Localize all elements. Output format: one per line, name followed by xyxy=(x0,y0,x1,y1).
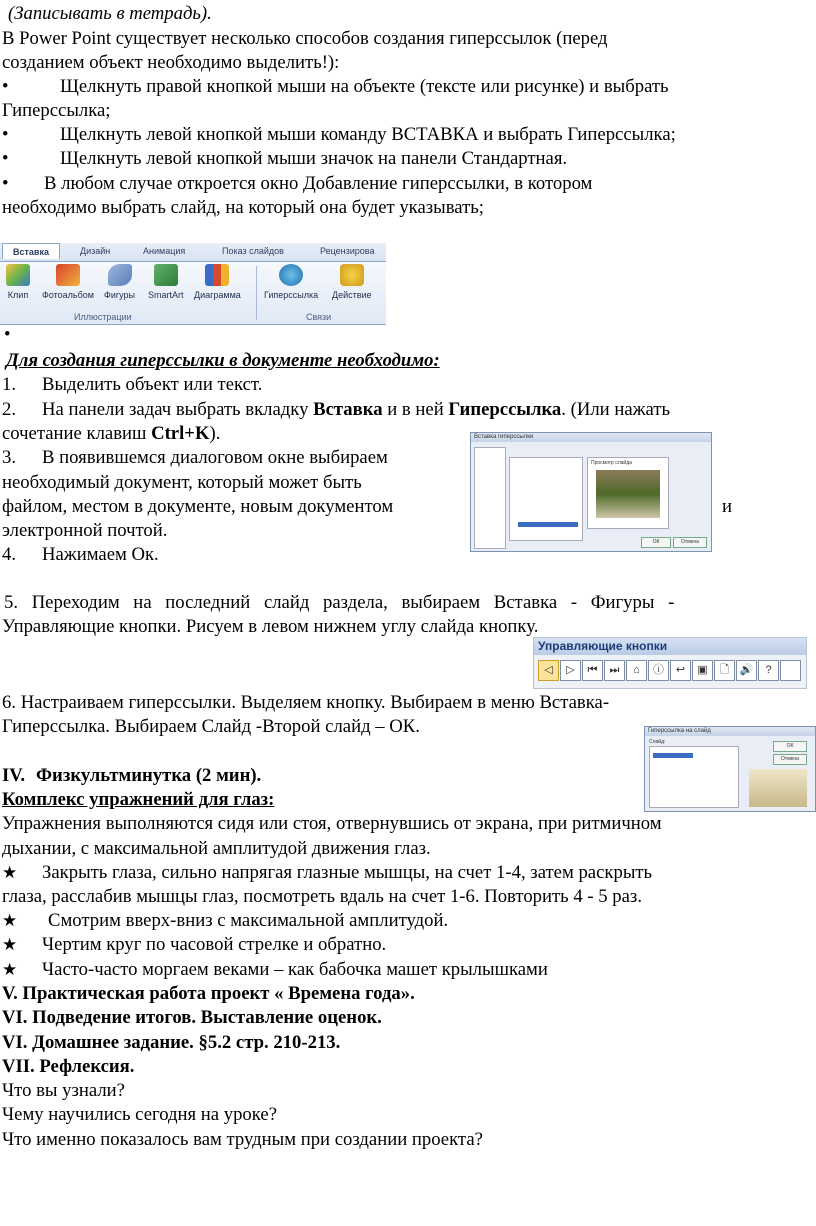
first-slide-icon[interactable]: ⏮ xyxy=(582,660,603,681)
selected-slide xyxy=(653,753,693,758)
step-3: 3. В появившемся диалоговом окне выбираем xyxy=(2,447,388,468)
section-7-heading: VII. Рефлексия. xyxy=(2,1056,135,1077)
bullet: • xyxy=(2,124,9,145)
step-3-cont: файлом, местом в документе, новым документом xyxy=(2,496,394,517)
ok-button[interactable]: ОК xyxy=(641,537,671,548)
sound-icon[interactable]: 🔊 xyxy=(736,660,757,681)
ok-button[interactable]: ОК xyxy=(773,741,807,752)
action-buttons-panel xyxy=(533,637,807,689)
bullet: • xyxy=(2,76,9,97)
list-item-cont: необходимо выбрать слайд, на который она будет указывать; xyxy=(2,197,484,218)
exercise-item: ★ Часто-часто моргаем веками – как бабочка машет крылышками xyxy=(2,959,548,980)
clip-button[interactable]: Клип xyxy=(6,264,30,300)
slide-list xyxy=(649,746,739,808)
step-1: 1. Выделить объект или текст. xyxy=(2,374,263,395)
list-item-cont: Гиперссылка; xyxy=(2,100,111,121)
smartart-button[interactable]: SmartArt xyxy=(148,264,184,300)
group-links: Связи xyxy=(306,312,332,322)
shapes-icon xyxy=(108,264,132,286)
eye-exercises-heading: Комплекс упражнений для глаз: xyxy=(2,789,275,810)
dialog-title: Гиперссылка на слайд xyxy=(645,727,815,736)
photo-album-icon xyxy=(56,264,80,286)
info-icon[interactable]: ⓘ xyxy=(648,660,669,681)
forward-nav-icon[interactable]: ▷ xyxy=(560,660,581,681)
clipart-icon xyxy=(6,264,30,286)
eye-intro-line: Упражнения выполняются сидя или стоя, отвернувшись от экрана, при ритмичном xyxy=(2,813,662,834)
tab-design[interactable]: Дизайн xyxy=(80,246,111,256)
slide-label: Слайд: xyxy=(649,739,666,745)
star-icon: ★ xyxy=(2,911,18,930)
intro-line: В Power Point существует несколько способов создания гиперссылок (перед xyxy=(2,28,608,49)
document-icon[interactable]: 🗋 xyxy=(714,660,735,681)
section-homework-heading: VI. Домашнее задание. §5.2 стр. 210-213. xyxy=(2,1032,341,1053)
custom-button-icon[interactable] xyxy=(780,660,801,681)
exercise-item: ★ Чертим круг по часовой стрелке и обратно. xyxy=(2,934,387,955)
action-star-icon xyxy=(340,264,364,286)
bar-chart-icon xyxy=(205,264,229,286)
tab-animation[interactable]: Анимация xyxy=(143,246,186,256)
bullet: • xyxy=(4,324,11,345)
exercise-item: ★ Закрыть глаза, сильно напрягая глазные мышцы, на счет 1-4, затем раскрыть xyxy=(2,862,653,883)
step-3-cont: необходимый документ, который может быть xyxy=(2,472,362,493)
last-slide-icon[interactable]: ⏭ xyxy=(604,660,625,681)
section-5-heading: V. Практическая работа проект « Времена года». xyxy=(2,983,415,1004)
hyperlink-dialog-screenshot xyxy=(470,432,712,552)
question: Чему научились сегодня на уроке? xyxy=(2,1104,277,1125)
section-6-heading: VI. Подведение итогов. Выставление оценок. xyxy=(2,1007,382,1028)
notebook-note: (Записывать в тетрадь). xyxy=(8,3,212,24)
star-icon: ★ xyxy=(2,863,18,882)
movie-icon[interactable]: ▣ xyxy=(692,660,713,681)
star-icon: ★ xyxy=(2,935,18,954)
tab-slideshow[interactable]: Показ слайдов xyxy=(222,246,284,256)
hyperlink-button[interactable]: Гиперссылка xyxy=(264,264,318,300)
question: Что именно показалось вам трудным при создании проекта? xyxy=(2,1129,483,1150)
tab-review[interactable]: Рецензирова xyxy=(320,246,375,256)
cancel-button[interactable]: Отмена xyxy=(773,754,807,765)
action-button[interactable]: Действие xyxy=(332,264,372,300)
para-5-line: 5. Переходим на последний слайд раздела, выбираем Вставка - Фигуры - xyxy=(4,592,675,613)
para-6-line: 6. Настраиваем гиперссылки. Выделяем кнопку. Выбираем в меню Вставка- xyxy=(2,692,610,713)
slide-list xyxy=(509,457,583,541)
bullet: • xyxy=(2,173,9,194)
step-2-cont: сочетание клавиш Ctrl+K). xyxy=(2,423,221,444)
slide-thumbnail xyxy=(749,769,807,807)
section-4-heading: IV. Физкультминутка (2 мин). xyxy=(2,765,262,786)
bullet: • xyxy=(2,148,9,169)
para-6-line: Гиперссылка. Выбираем Слайд -Второй слайд – ОК. xyxy=(2,716,420,737)
eye-intro-line: дыхании, с максимальной амплитудой движения глаз. xyxy=(2,838,431,859)
link-to-slide-dialog-screenshot xyxy=(644,726,816,812)
step-3-and: и xyxy=(722,496,733,517)
help-icon[interactable]: ? xyxy=(758,660,779,681)
exercise-item: ★ Смотрим вверх-вниз с максимальной амплитудой. xyxy=(2,910,449,931)
preview-image xyxy=(596,470,660,518)
group-illustrations: Иллюстрации xyxy=(74,312,132,322)
link-target-pane xyxy=(474,447,506,549)
para-5-line: Управляющие кнопки. Рисуем в левом нижнем углу слайда кнопку. xyxy=(2,616,539,637)
panel-title: Управляющие кнопки xyxy=(534,638,806,655)
question: Что вы узнали? xyxy=(2,1080,125,1101)
list-item: • Щелкнуть правой кнопкой мыши на объекте (тексте или рисунке) и выбрать xyxy=(2,76,669,97)
home-icon[interactable]: ⌂ xyxy=(626,660,647,681)
group-divider xyxy=(256,266,257,320)
section-heading: Для создания гиперссылки в документе необходимо: xyxy=(6,350,440,371)
slide-preview: Просмотр слайда xyxy=(587,457,669,529)
selected-slide xyxy=(518,522,578,527)
star-icon: ★ xyxy=(2,960,18,979)
ribbon-screenshot xyxy=(0,243,386,323)
cancel-button[interactable]: Отмена xyxy=(673,537,707,548)
photo-album-button[interactable]: Фотоальбом xyxy=(42,264,94,300)
return-icon[interactable]: ↩ xyxy=(670,660,691,681)
list-item: • В любом случае откроется окно Добавление гиперссылки, в котором xyxy=(2,173,593,194)
tab-insert[interactable]: Вставка xyxy=(2,243,60,259)
globe-link-icon xyxy=(279,264,303,286)
step-3-cont: электронной почтой. xyxy=(2,520,168,541)
step-2: 2. На панели задач выбрать вкладку Вставка и в ней Гиперссылка. (Или нажать xyxy=(2,399,671,420)
chart-button[interactable]: Диаграмма xyxy=(194,264,241,300)
list-item: • Щелкнуть левой кнопкой мыши команду ВСТАВКА и выбрать Гиперссылка; xyxy=(2,124,676,145)
step-4: 4. Нажимаем Ок. xyxy=(2,544,159,565)
smartart-icon xyxy=(154,264,178,286)
list-item: • Щелкнуть левой кнопкой мыши значок на панели Стандартная. xyxy=(2,148,568,169)
intro-line: созданием объект необходимо выделить!): xyxy=(2,52,340,73)
exercise-item-cont: глаза, расслабив мышцы глаз, посмотреть вдаль на счет 1-6. Повторить 4 - 5 раз. xyxy=(2,886,642,907)
back-nav-icon[interactable]: ◁ xyxy=(538,660,559,681)
shapes-button[interactable]: Фигуры xyxy=(104,264,135,300)
dialog-title: Вставка гиперссылки xyxy=(471,433,711,442)
